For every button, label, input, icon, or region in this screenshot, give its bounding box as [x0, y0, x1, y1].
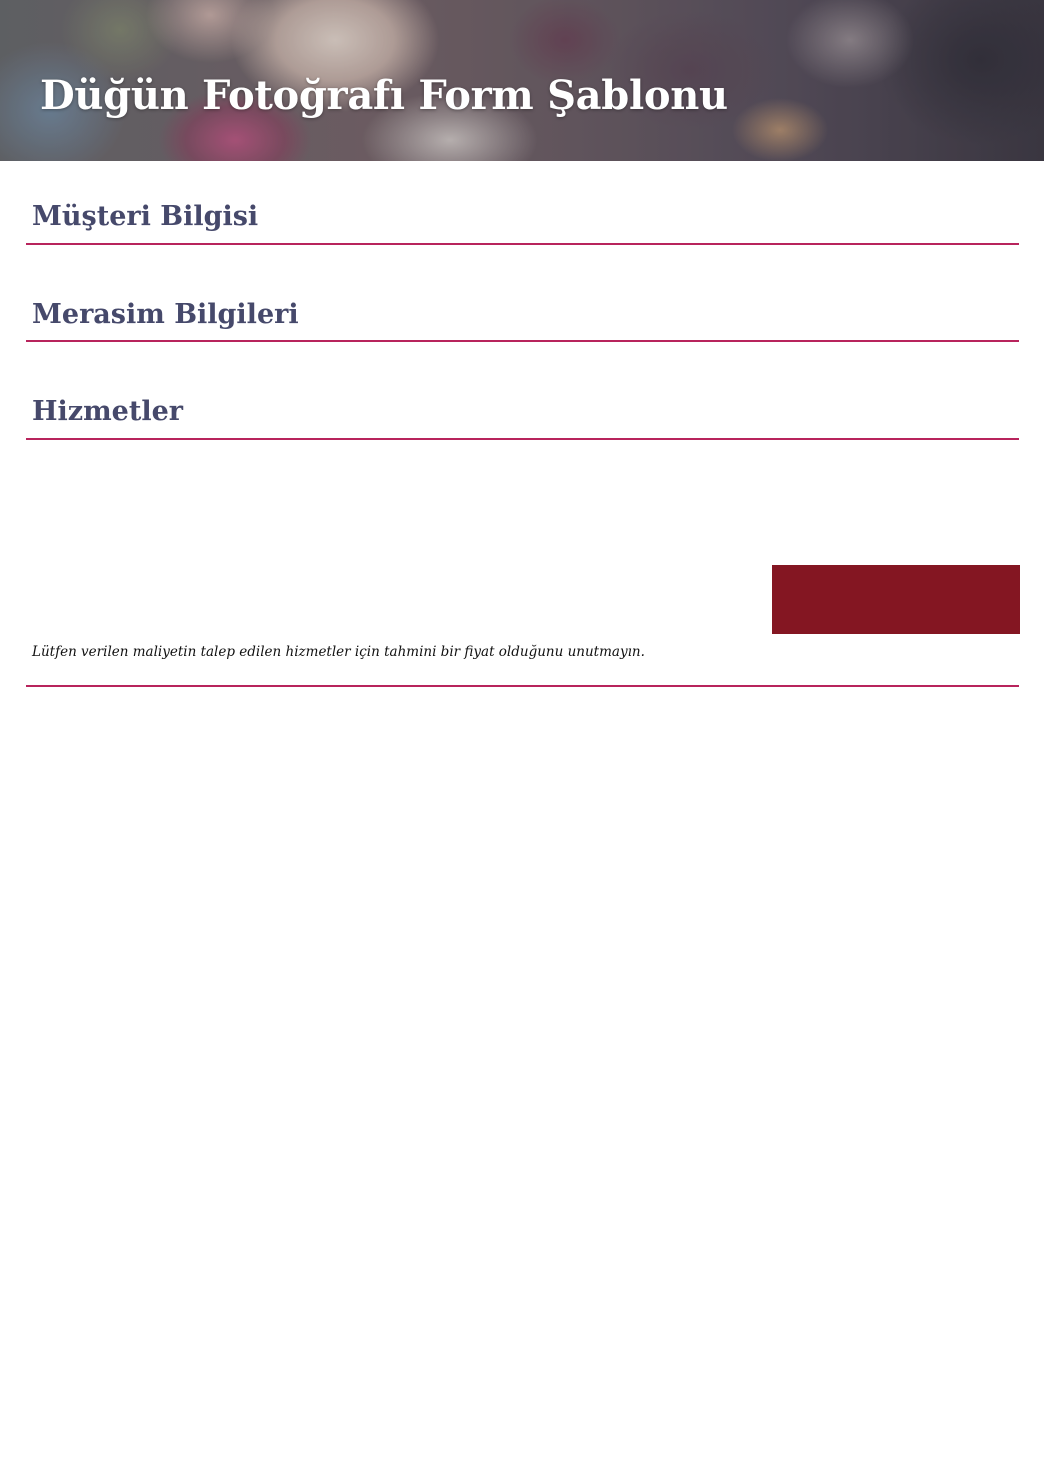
page-title: Düğün Fotoğrafı Form Şablonu — [40, 72, 728, 119]
divider — [26, 685, 1019, 687]
section-customer-info — [26, 197, 1019, 245]
section-ceremony-info — [26, 295, 1019, 342]
cost-disclaimer-note: Lütfen verilen maliyetin talep edilen hizmetler için tahmini bir fiyat olduğunu unutmayın. — [32, 644, 645, 660]
header-banner — [0, 0, 1044, 161]
section-heading: Merasim Bilgileri — [32, 299, 299, 330]
section-heading: Müşteri Bilgisi — [32, 201, 259, 232]
submit-button[interactable] — [772, 565, 1020, 634]
section-heading: Hizmetler — [32, 396, 183, 427]
section-services — [26, 392, 1019, 440]
